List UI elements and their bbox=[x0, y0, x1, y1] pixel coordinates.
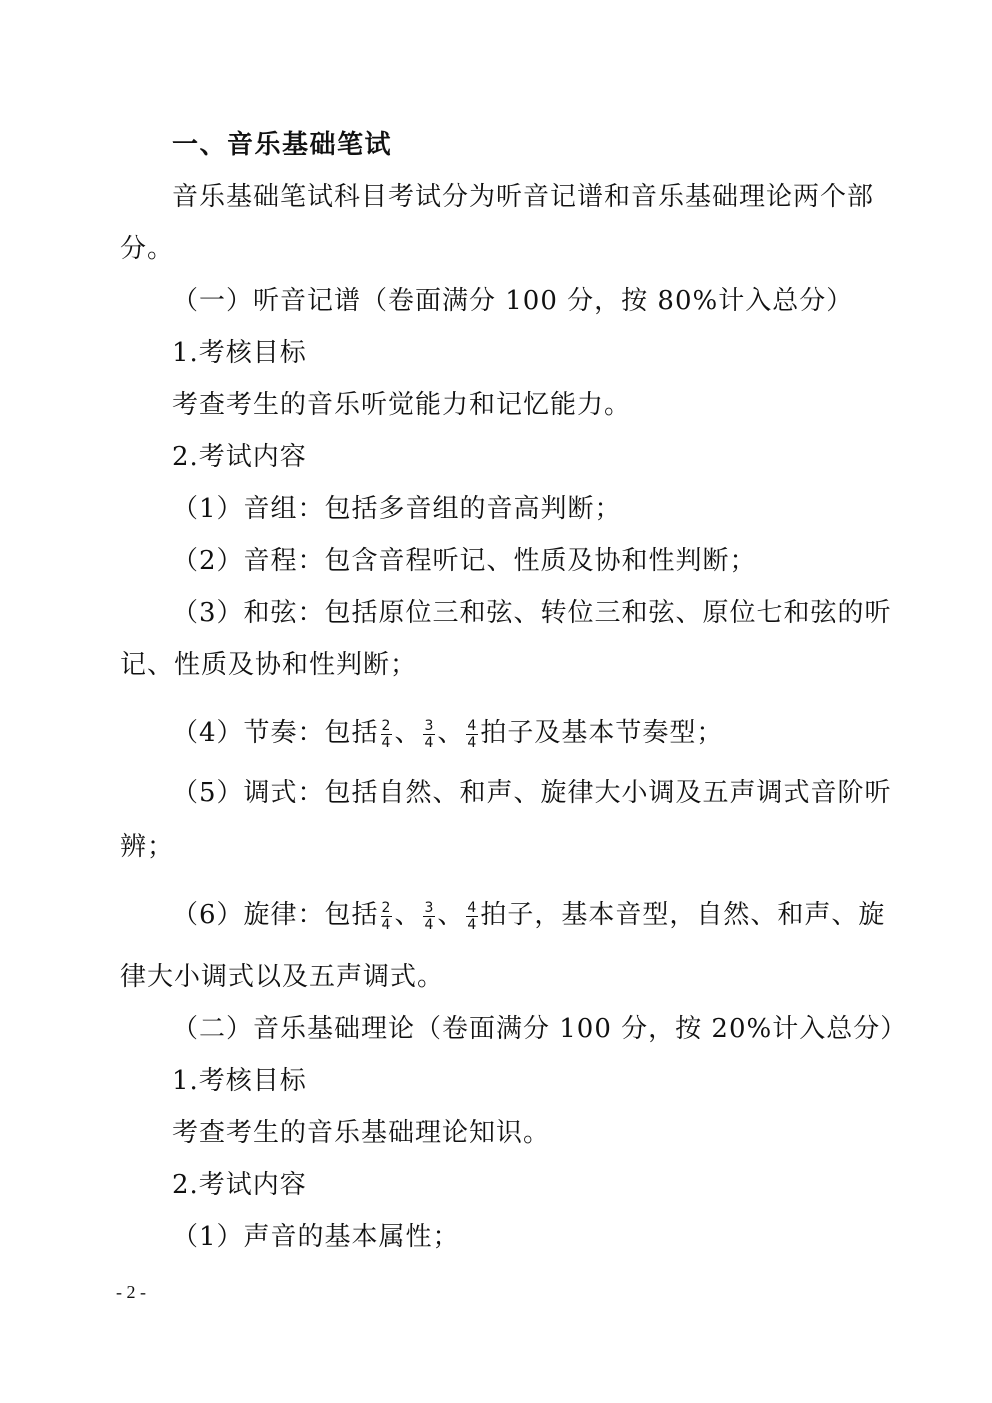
part1-item-6-line-1: （6）旋律：包括 $\frac{2}{4}$ 、 $\frac{3}{4}$ 、 $\frac{4}{4}$ 拍子，基本音型，自然、和声、旋 bbox=[172, 899, 886, 933]
part1-goal-heading: 1.考核目标 bbox=[172, 338, 307, 368]
part1-goal-text: 考查考生的音乐听觉能力和记忆能力。 bbox=[172, 390, 632, 420]
fraction-3-4: $\frac{3}{4}$ bbox=[424, 717, 435, 751]
part2-goal-heading: 1.考核目标 bbox=[172, 1066, 307, 1096]
section-title: 一、音乐基础笔试 bbox=[172, 130, 393, 160]
item-4-suffix: 拍子及基本节奏型； bbox=[480, 718, 724, 748]
part1-item-2: （2）音程：包含音程听记、性质及协和性判断； bbox=[172, 546, 757, 576]
part1-item-5-line-2: 辨； bbox=[120, 832, 175, 862]
part1-title: （一）听音记谱（卷面满分 100 分，按 80%计入总分） bbox=[172, 286, 854, 316]
part2-title: （二）音乐基础理论（卷面满分 100 分，按 20%计入总分） bbox=[172, 1014, 908, 1044]
page-number: - 2 - bbox=[116, 1282, 146, 1302]
part1-item-6-line-2: 律大小调式以及五声调式。 bbox=[120, 962, 445, 992]
part2-item-1: （1）声音的基本属性； bbox=[172, 1222, 460, 1252]
part1-content-heading: 2.考试内容 bbox=[172, 442, 307, 472]
fraction-4-4: $\frac{4}{4}$ bbox=[467, 717, 478, 751]
fraction-4-4: $\frac{4}{4}$ bbox=[467, 899, 478, 933]
part1-item-3-line-2: 记、性质及协和性判断； bbox=[120, 650, 418, 680]
part2-content-heading: 2.考试内容 bbox=[172, 1170, 307, 1200]
intro-paragraph-line-2: 分。 bbox=[120, 234, 175, 264]
item-4-prefix: （4）节奏：包括 bbox=[172, 718, 379, 748]
part2-goal-text: 考查考生的音乐基础理论知识。 bbox=[172, 1118, 551, 1148]
item-6-suffix: 拍子，基本音型，自然、和声、旋 bbox=[480, 900, 886, 930]
part1-item-4: （4）节奏：包括 $\frac{2}{4}$ 、 $\frac{3}{4}$ 、 $\frac{4}{4}$ 拍子及基本节奏型； bbox=[172, 717, 724, 751]
part1-item-5-line-1: （5）调式：包括自然、和声、旋律大小调及五声调式音阶听 bbox=[172, 778, 892, 808]
fraction-2-4: $\frac{2}{4}$ bbox=[381, 899, 392, 933]
fraction-3-4: $\frac{3}{4}$ bbox=[424, 899, 435, 933]
intro-paragraph-line-1: 音乐基础笔试科目考试分为听音记谱和音乐基础理论两个部 bbox=[172, 182, 875, 212]
part1-item-1: （1）音组：包括多音组的音高判断； bbox=[172, 494, 622, 524]
fraction-2-4: $\frac{2}{4}$ bbox=[381, 717, 392, 751]
item-6-prefix: （6）旋律：包括 bbox=[172, 900, 379, 930]
part1-item-3-line-1: （3）和弦：包括原位三和弦、转位三和弦、原位七和弦的听 bbox=[172, 598, 892, 628]
